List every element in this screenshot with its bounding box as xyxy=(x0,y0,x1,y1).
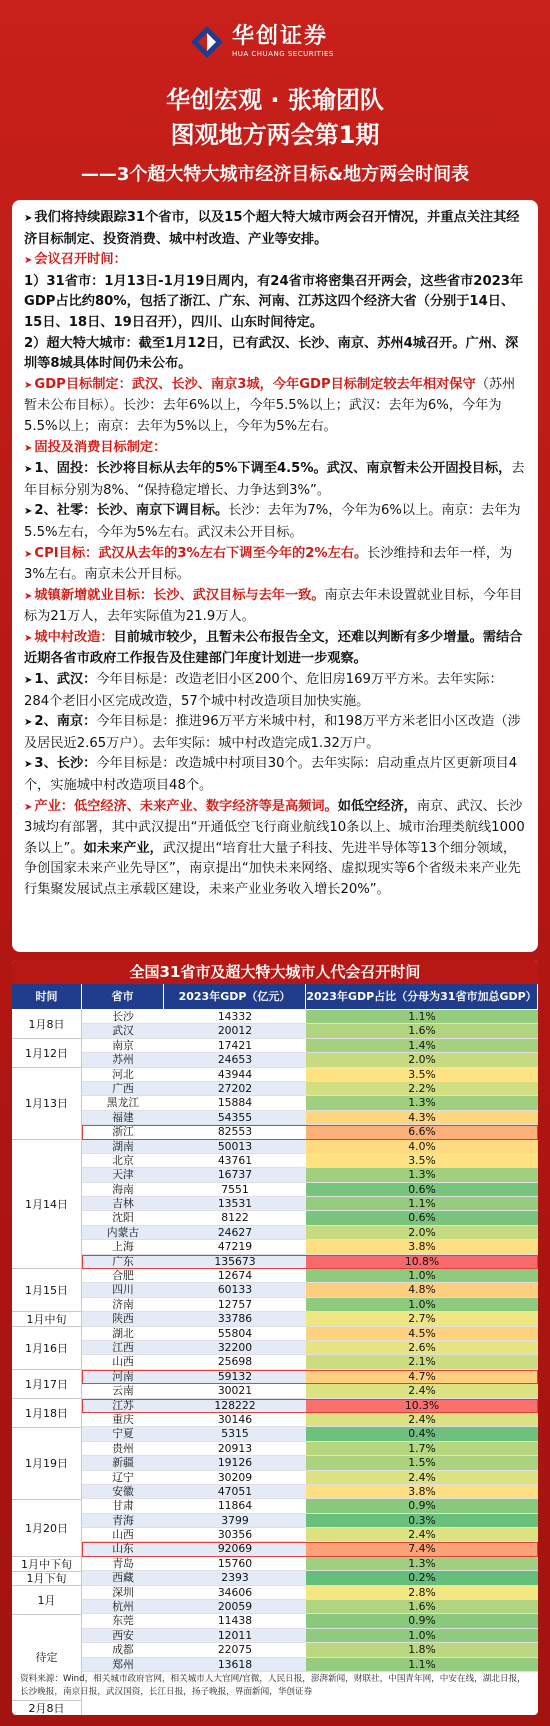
meeting-section xyxy=(24,250,526,375)
cell-share: 1.3% xyxy=(306,1096,538,1109)
cell-share: 3.5% xyxy=(306,1068,538,1081)
arrow-bullet-icon: ➤ xyxy=(24,717,33,729)
cell-share: 10.3% xyxy=(306,1399,538,1412)
summary-card xyxy=(12,200,538,952)
village-nanjing-label: 2、南京： xyxy=(34,714,97,730)
invest-p1-text: 去年目标分别为8%、“保持稳定增长、力争达到3%”。 xyxy=(24,461,525,498)
cell-gdp: 14332 xyxy=(217,1010,253,1023)
arrow-bullet-icon: ➤ xyxy=(24,801,33,813)
cell-share: 4.7% xyxy=(306,1370,538,1383)
cell-gdp: 135673 xyxy=(164,1255,306,1268)
cell-share: 7.4% xyxy=(306,1542,538,1555)
cell-gdp: 30356 xyxy=(217,1528,253,1542)
cell-province: 江西 xyxy=(82,1341,164,1354)
intro-text: 我们将持续跟踪31个省市，以及15个超大特大城市两会召开情况，并重点关注其经济目标制定、投资消费、城中村改造、产业等安排。 xyxy=(24,210,520,247)
table-row xyxy=(82,1111,538,1125)
jobs-section xyxy=(24,586,526,628)
cell-time: 1月18日 xyxy=(12,1399,82,1428)
gdp-text: （苏州暂未公布目标）。长沙：去年6%以上，今年5.5%以上；武汉：去年为6%，今年为5.5%以上；南京：去年为5%以上，今年为5%左右。 xyxy=(24,376,516,434)
cell-gdp: 22075 xyxy=(217,1643,253,1657)
cell-province: 长沙 xyxy=(112,1010,134,1023)
village-changsha xyxy=(24,754,526,796)
cell-gdp: 12674 xyxy=(217,1269,253,1283)
cell-share: 2.4% xyxy=(306,1384,538,1397)
arrow-bullet-icon: ➤ xyxy=(24,548,33,560)
table-row xyxy=(82,1039,538,1053)
cell-share: 2.0% xyxy=(306,1226,538,1239)
cell-province: 西安 xyxy=(82,1629,164,1642)
table-row xyxy=(82,1327,538,1341)
cell-time: 1月 xyxy=(12,1586,82,1615)
header-line2: 图观地方两会第1期 xyxy=(170,121,380,149)
cell-gdp: 30021 xyxy=(217,1384,253,1398)
industry-section xyxy=(24,797,526,901)
gdp-title: GDP目标制定：武汉、长沙、南京3城，今年GDP目标制定较去年相对保守 xyxy=(34,376,476,392)
cell-gdp: 11864 xyxy=(217,1499,253,1513)
industry-t1: 南京、武汉、长沙3城均有部署，其中武汉提出“开通低空飞行商业航线10条以上、城市治理类航线1000条以上”。 xyxy=(24,798,525,856)
cell-gdp: 82553 xyxy=(217,1125,253,1139)
cell-share: 1.4% xyxy=(306,1039,538,1052)
cell-share: 2.2% xyxy=(306,1082,538,1095)
cell-time: 1月14日 xyxy=(12,1140,82,1270)
cell-share: 1.8% xyxy=(306,1643,538,1656)
cell-time: 1月16日 xyxy=(12,1327,82,1370)
header-line3: ——3个超大特大城市经济目标&地方两会时间表 xyxy=(80,164,470,185)
arrow-bullet-icon: ➤ xyxy=(24,464,33,476)
village-title: 城中村改造： xyxy=(34,629,114,645)
table-row xyxy=(82,1557,538,1571)
cell-gdp: 13531 xyxy=(164,1197,306,1210)
village-changsha-text: 今年目标是：改造城中村项目30个。去年实际：启动重点片区更新项目4个，实施城中村改造项目48个。 xyxy=(24,756,518,794)
table-row xyxy=(82,1312,538,1326)
meeting-p1: 1）31省市：1月13日-1月19日周内，有24省市将密集召开两会，这些省市2023年GDP占比约80%，包括了浙江、广东、河南、江苏这四个经济大省（分别于14日、15日、18日、19日召开），四川、山东时间待定。 xyxy=(24,273,524,330)
cell-gdp: 27202 xyxy=(164,1082,306,1095)
cell-share: 4.3% xyxy=(306,1111,538,1124)
invest-title: 固投及消费目标制定： xyxy=(34,439,167,455)
cell-province: 山东 xyxy=(82,1542,164,1555)
table-row xyxy=(82,1413,538,1427)
table-row xyxy=(82,1269,538,1283)
village-section xyxy=(24,628,526,797)
cell-gdp: 30146 xyxy=(217,1412,253,1426)
cell-gdp: 32200 xyxy=(164,1341,306,1354)
table-row xyxy=(82,1341,538,1355)
jobs-title: 城镇新增就业目标：长沙、武汉目标与去年一致。 xyxy=(34,587,325,603)
cell-gdp: 20913 xyxy=(217,1441,253,1455)
table-row xyxy=(82,1096,538,1110)
cell-province: 上海 xyxy=(112,1240,134,1254)
cell-time: 1月8日 xyxy=(12,1010,82,1039)
cell-share: 6.6% xyxy=(306,1125,538,1138)
cell-gdp: 20059 xyxy=(164,1600,306,1613)
cell-province: 重庆 xyxy=(112,1412,134,1426)
cell-province: 武汉 xyxy=(82,1024,164,1037)
cell-province: 湖南 xyxy=(82,1140,164,1153)
cell-gdp: 47219 xyxy=(217,1240,253,1254)
cell-share: 1.1% xyxy=(306,1010,538,1023)
cell-share: 2.0% xyxy=(306,1053,538,1066)
cell-gdp: 7551 xyxy=(221,1182,249,1196)
cell-share: 0.9% xyxy=(306,1614,538,1627)
cell-province: 深圳 xyxy=(112,1585,134,1599)
table-row xyxy=(82,1125,538,1139)
table-row xyxy=(82,1154,538,1168)
company-logo xyxy=(190,18,360,66)
cell-gdp: 33786 xyxy=(164,1312,306,1325)
logo-mark-icon xyxy=(190,25,224,59)
cell-gdp: 24627 xyxy=(164,1226,306,1239)
logo-en: HUA CHUANG SECURITIES xyxy=(232,50,334,58)
table-row xyxy=(82,1240,538,1254)
cell-share: 1.0% xyxy=(306,1629,538,1642)
cell-gdp: 25698 xyxy=(217,1355,253,1369)
table-row xyxy=(82,1183,538,1197)
cell-time: 1月下旬 xyxy=(12,1572,82,1586)
cell-share: 3.8% xyxy=(306,1240,538,1253)
cell-time: 1月15日 xyxy=(12,1269,82,1312)
schedule-table xyxy=(12,960,538,1715)
cell-province: 四川 xyxy=(82,1283,164,1296)
table-row xyxy=(82,1140,538,1154)
cell-time: 1月17日 xyxy=(12,1370,82,1399)
table-row xyxy=(82,1456,538,1470)
table-row xyxy=(82,1571,538,1585)
cell-gdp: 11438 xyxy=(217,1614,253,1628)
table-row xyxy=(82,1384,538,1398)
cell-province: 海南 xyxy=(112,1182,134,1196)
cell-gdp: 55804 xyxy=(217,1326,253,1340)
cell-share: 1.0% xyxy=(306,1269,538,1282)
arrow-bullet-icon: ➤ xyxy=(24,759,33,771)
cell-gdp: 92069 xyxy=(164,1542,306,1555)
cell-gdp: 54355 xyxy=(164,1111,306,1124)
cell-province: 江苏 xyxy=(82,1399,164,1412)
cell-gdp: 15884 xyxy=(217,1096,253,1110)
table-body xyxy=(12,1010,538,1715)
cell-province: 黑龙江 xyxy=(106,1096,140,1110)
cell-share: 0.3% xyxy=(306,1514,538,1527)
table-row xyxy=(82,1514,538,1528)
cell-gdp: 16737 xyxy=(164,1168,306,1181)
cell-share: 1.3% xyxy=(306,1168,538,1181)
arrow-bullet-icon: ➤ xyxy=(24,255,33,267)
cell-province: 北京 xyxy=(112,1153,134,1167)
table-row xyxy=(82,1499,538,1513)
table-row xyxy=(82,1024,538,1038)
header-gdp: 2023年GDP（亿元） xyxy=(164,984,306,1009)
cell-province: 福建 xyxy=(82,1111,164,1124)
cell-province: 山西 xyxy=(112,1528,134,1542)
table-row xyxy=(82,1399,538,1413)
industry-b2: 如未来产业， xyxy=(83,840,163,856)
header-share: 2023年GDP占比（分母为31省市加总GDP） xyxy=(306,984,538,1009)
cell-time: 2月8日 xyxy=(12,1701,82,1715)
table-row xyxy=(82,1485,538,1499)
invest-p2-bold: 2、社零：长沙、南京下调目标。 xyxy=(34,503,229,519)
cell-province: 湖北 xyxy=(112,1326,134,1340)
cell-province: 天津 xyxy=(82,1168,164,1181)
cell-share: 0.2% xyxy=(306,1571,538,1584)
cell-province: 浙江 xyxy=(112,1125,134,1139)
cell-province: 河南 xyxy=(82,1370,164,1383)
cell-gdp: 34606 xyxy=(217,1585,253,1599)
cell-province: 广东 xyxy=(82,1255,164,1268)
cell-share: 3.8% xyxy=(306,1485,538,1498)
industry-t2: 武汉提出“培育壮大量子科技、先进半导体等13个细分领域，争创国家未来产业先导区”，南京提出“加快未来网络、虚拟现实等6个省级未来产业先行集聚发展试点主承载区建设，未来产业业务收入增长20%”。 xyxy=(24,840,521,897)
arrow-bullet-icon: ➤ xyxy=(24,632,33,644)
cpi-section xyxy=(24,544,526,586)
table-header xyxy=(12,984,538,1010)
cell-share: 3.5% xyxy=(306,1154,538,1167)
cell-province: 合肥 xyxy=(112,1269,134,1283)
cell-share: 2.1% xyxy=(306,1355,538,1368)
cell-time: 1月中旬 xyxy=(12,1312,82,1326)
cell-time: 1月13日 xyxy=(12,1068,82,1140)
cell-time: 1月19日 xyxy=(12,1428,82,1500)
meeting-title: 会议召开时间： xyxy=(34,252,127,268)
meeting-p2: 2）超大特大城市：截至1月12日，已有武汉、长沙、南京、苏州4城召开。广州、深圳等8城具体时间仍未公布。 xyxy=(24,335,519,372)
cell-share: 1.1% xyxy=(306,1658,538,1671)
table-row xyxy=(82,1643,538,1657)
table-row xyxy=(82,1600,538,1614)
cell-time: 1月12日 xyxy=(12,1039,82,1068)
table-row xyxy=(82,1211,538,1225)
cell-province: 东莞 xyxy=(112,1614,134,1628)
cell-province: 贵州 xyxy=(112,1441,134,1455)
invest-p2 xyxy=(24,501,526,543)
table-row xyxy=(82,1442,538,1456)
cell-share: 0.6% xyxy=(306,1183,538,1196)
arrow-bullet-icon: ➤ xyxy=(24,213,33,224)
table-row xyxy=(82,1226,538,1240)
cell-share: 4.0% xyxy=(306,1140,538,1153)
logo-cn: 华创证券 xyxy=(232,24,329,49)
village-wuhan xyxy=(24,670,526,712)
arrow-bullet-icon: ➤ xyxy=(24,675,33,687)
table-row xyxy=(82,1283,538,1297)
arrow-bullet-icon: ➤ xyxy=(24,590,33,602)
source-note: 资料来源：Wind，相关城市政府官网，相关城市人大官网/官微，人民日报，澎湃新闻，财联社，中国青年网，中安在线，湖北日报，长沙晚报，南京日报，武汉国资，长江日报，扬子晚报，界面新闻，华创证券 xyxy=(20,1674,526,1697)
cell-share: 4.8% xyxy=(306,1283,538,1296)
industry-b1: 如低空经济， xyxy=(337,798,417,814)
cell-province: 陕西 xyxy=(82,1312,164,1325)
table-row xyxy=(82,1082,538,1096)
cell-province: 云南 xyxy=(112,1384,134,1398)
cell-province: 青海 xyxy=(82,1514,164,1527)
invest-p2-text: 长沙：去年为7%，今年为6%以上。南京：去年为5.5%左右，今年为5%左右。武汉未公开目标。 xyxy=(24,503,521,540)
cell-gdp: 8122 xyxy=(221,1211,249,1225)
table-row xyxy=(82,1355,538,1369)
cell-share: 10.8% xyxy=(306,1255,538,1268)
table-row xyxy=(82,1370,538,1384)
cell-gdp: 50013 xyxy=(164,1140,306,1153)
cell-province: 成都 xyxy=(112,1643,134,1657)
cpi-text: 长沙维持和去年一样，为3%左右。南京未公开目标。 xyxy=(24,545,513,583)
cell-share: 0.6% xyxy=(306,1211,538,1224)
cell-gdp: 13618 xyxy=(164,1658,306,1671)
cell-share: 2.4% xyxy=(306,1528,538,1541)
cell-gdp: 24653 xyxy=(164,1053,306,1066)
village-bold: 目前城市较少，且暂未公布报告全文，还难以判断有多少增量。需结合近期各省市政府工作报告及住建部门年度计划进一步观察。 xyxy=(24,629,523,667)
table-row xyxy=(82,1298,538,1312)
cell-province: 广西 xyxy=(82,1082,164,1095)
cell-share: 2.8% xyxy=(306,1586,538,1599)
table-row xyxy=(82,1586,538,1600)
cell-share: 2.4% xyxy=(306,1413,538,1426)
cell-share: 1.5% xyxy=(306,1456,538,1469)
industry-title: 产业：低空经济、未来产业、数字经济等是高频词。 xyxy=(34,798,338,814)
cell-gdp: 43944 xyxy=(217,1067,253,1081)
cell-gdp: 12757 xyxy=(217,1297,253,1311)
cell-share: 1.3% xyxy=(306,1557,538,1570)
time-column xyxy=(12,1010,82,1715)
cell-province: 济南 xyxy=(112,1297,134,1311)
table-row xyxy=(82,1542,538,1556)
village-nanjing xyxy=(24,712,526,754)
cell-share: 1.7% xyxy=(306,1442,538,1455)
village-nanjing-text: 今年目标是：推进96万平方米城中村，和198万平方米老旧小区改造（涉及居民近2.65万户）。去年实际：城中村改造完成1.32万户。 xyxy=(24,714,521,751)
cell-gdp: 12011 xyxy=(164,1629,306,1642)
cell-gdp: 15760 xyxy=(217,1556,253,1570)
intro-paragraph xyxy=(24,208,526,250)
cell-gdp: 43761 xyxy=(217,1153,253,1167)
table-rows xyxy=(82,1010,538,1690)
cell-province: 安徽 xyxy=(82,1485,164,1498)
cell-gdp: 3799 xyxy=(164,1514,306,1527)
cell-province: 吉林 xyxy=(82,1197,164,1210)
cell-province: 内蒙古 xyxy=(82,1226,164,1239)
table-row xyxy=(82,1068,538,1082)
cell-share: 2.6% xyxy=(306,1341,538,1354)
cell-province: 西藏 xyxy=(82,1571,164,1584)
header-time: 时间 xyxy=(12,984,82,1009)
cell-province: 宁夏 xyxy=(82,1427,164,1440)
cell-gdp: 128222 xyxy=(164,1399,306,1412)
cell-share: 0.4% xyxy=(306,1427,538,1440)
jobs-text: 南京去年未设置就业目标，今年目标为21万人，去年实际值为21.9万人。 xyxy=(24,587,523,625)
table-title: 全国31省市及超大特大城市人代会召开时间 xyxy=(12,960,538,984)
invest-p1 xyxy=(24,459,526,501)
table-row xyxy=(82,1010,538,1024)
cell-gdp: 2393 xyxy=(164,1571,306,1584)
cell-province: 沈阳 xyxy=(112,1211,134,1225)
cell-share: 2.7% xyxy=(306,1312,538,1325)
table-row xyxy=(82,1053,538,1067)
table-row xyxy=(82,1427,538,1441)
cell-province: 甘肃 xyxy=(112,1499,134,1513)
cell-province: 南京 xyxy=(112,1038,134,1052)
table-row xyxy=(82,1168,538,1182)
cell-province: 郑州 xyxy=(82,1658,164,1671)
header-province: 省市 xyxy=(82,984,164,1009)
cell-time: 1月20日 xyxy=(12,1500,82,1558)
arrow-bullet-icon: ➤ xyxy=(24,442,33,454)
arrow-bullet-icon: ➤ xyxy=(24,379,33,391)
cell-province: 辽宁 xyxy=(112,1470,134,1484)
cell-time: 待定 xyxy=(12,1615,82,1701)
village-wuhan-label: 1、武汉： xyxy=(34,672,97,688)
cell-gdp: 59132 xyxy=(164,1370,306,1383)
cpi-title: CPI目标：武汉从去年的3%左右下调至今年的2%左右。 xyxy=(34,545,368,561)
cell-time: 1月中下旬 xyxy=(12,1557,82,1571)
arrow-bullet-icon: ➤ xyxy=(24,506,33,518)
table-row xyxy=(82,1471,538,1485)
cell-gdp: 20012 xyxy=(164,1024,306,1037)
cell-share: 0.9% xyxy=(306,1499,538,1512)
cell-province: 苏州 xyxy=(82,1053,164,1066)
cell-share: 1.6% xyxy=(306,1600,538,1613)
cell-province: 杭州 xyxy=(82,1600,164,1613)
village-wuhan-text: 今年目标是：改造老旧小区200个、危旧房169万平方米。去年实际：284个老旧小区完成改造，57个城中村改造项目加快实施。 xyxy=(24,672,503,709)
cell-province: 山西 xyxy=(112,1355,134,1369)
cell-province: 青岛 xyxy=(112,1556,134,1570)
invest-p1-bold: 1、固投：长沙将目标从去年的5%下调至4.5%。武汉、南京暂未公开固投目标， xyxy=(34,461,512,477)
header-line1: 华创宏观 · 张瑜团队 xyxy=(166,86,384,114)
table-row xyxy=(82,1255,538,1269)
table-row xyxy=(82,1614,538,1628)
cell-gdp: 5315 xyxy=(164,1427,306,1440)
village-changsha-label: 3、长沙： xyxy=(34,756,97,772)
cell-gdp: 17421 xyxy=(217,1038,253,1052)
cell-gdp: 30209 xyxy=(217,1470,253,1484)
gdp-section xyxy=(24,375,526,438)
cell-share: 2.4% xyxy=(306,1471,538,1484)
cell-share: 1.0% xyxy=(306,1298,538,1311)
cell-gdp: 47051 xyxy=(164,1485,306,1498)
cell-share: 4.5% xyxy=(306,1327,538,1340)
invest-section xyxy=(24,438,526,544)
cell-gdp: 60133 xyxy=(164,1283,306,1296)
cell-gdp: 19126 xyxy=(164,1456,306,1469)
cell-province: 河北 xyxy=(112,1067,134,1081)
cell-share: 1.6% xyxy=(306,1024,538,1037)
cell-province: 新疆 xyxy=(82,1456,164,1469)
table-row xyxy=(82,1197,538,1211)
table-row xyxy=(82,1629,538,1643)
cell-share: 1.1% xyxy=(306,1197,538,1210)
table-row xyxy=(82,1528,538,1542)
